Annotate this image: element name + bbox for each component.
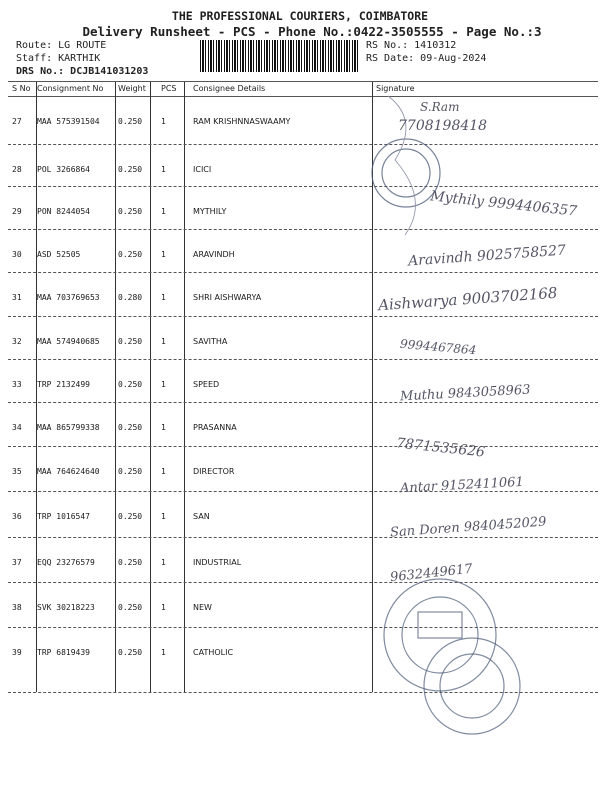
row-weight: 0.250 — [118, 603, 143, 612]
handwritten-signature: Mythily 9994406357 — [429, 188, 578, 220]
row-pcs: 1 — [161, 165, 166, 174]
row-weight: 0.250 — [118, 467, 143, 476]
row-weight: 0.280 — [118, 293, 143, 302]
handwritten-signature: S.Ram — [420, 100, 460, 114]
row-consignment: MAA 574940685 — [37, 337, 100, 346]
row-sno: 33 — [12, 380, 22, 389]
row-consignment: EQQ 23276579 — [37, 558, 95, 567]
row-consignee: INDUSTRIAL — [193, 558, 242, 567]
handwritten-signature: Muthu 9843058963 — [399, 382, 531, 405]
route-label: Route: LG ROUTE — [16, 40, 107, 51]
row-pcs: 1 — [161, 207, 166, 216]
row-consignee: DIRECTOR — [193, 467, 235, 476]
row-sno: 34 — [12, 423, 22, 432]
row-weight: 0.250 — [118, 250, 143, 259]
row-sno: 31 — [12, 293, 22, 302]
row-consignee: MYTHILY — [193, 207, 227, 216]
row-weight: 0.250 — [118, 380, 143, 389]
handwritten-phone: 7871535626 — [395, 435, 486, 461]
col-sno: S No — [12, 84, 31, 93]
row-consignment: SVK 30218223 — [37, 603, 95, 612]
row-consignee: CATHOLIC — [193, 648, 234, 657]
row-pcs: 1 — [161, 380, 166, 389]
row-weight: 0.250 — [118, 207, 143, 216]
row-weight: 0.250 — [118, 165, 143, 174]
row-consignee: ARAVINDH — [193, 250, 235, 259]
row-pcs: 1 — [161, 603, 166, 612]
row-consignment: MAA 703769653 — [37, 293, 100, 302]
staff-label: Staff: KARTHIK — [16, 53, 101, 64]
row-sno: 37 — [12, 558, 22, 567]
row-consignment: ASD 52505 — [37, 250, 81, 259]
row-sno: 30 — [12, 250, 22, 259]
company-name: THE PROFESSIONAL COURIERS, COIMBATORE — [171, 9, 429, 23]
row-consignment: PON 8244054 — [37, 207, 90, 216]
row-consignee: NEW — [193, 603, 212, 612]
row-consignee: SPEED — [193, 380, 220, 389]
icici-stamp-lower — [384, 579, 496, 691]
row-sno: 35 — [12, 467, 22, 476]
row-consignment: TRP 6819439 — [37, 648, 90, 657]
row-consignee: SHRI AISHWARYA — [193, 293, 262, 302]
rs-date: RS Date: 09-Aug-2024 — [366, 53, 487, 64]
drs-number: DRS No.: DCJB141031203 — [16, 66, 149, 77]
row-sno: 28 — [12, 165, 22, 174]
row-consignee: RAM KRISHNNASWAAMY — [193, 117, 291, 126]
row-pcs: 1 — [161, 250, 166, 259]
handwritten-phone: 9994467864 — [399, 336, 477, 358]
row-consignment: POL 3266864 — [37, 165, 90, 174]
row-pcs: 1 — [161, 512, 166, 521]
row-pcs: 1 — [161, 558, 166, 567]
row-weight: 0.250 — [118, 558, 143, 567]
row-pcs: 1 — [161, 117, 166, 126]
handwritten-phone: 7708198418 — [398, 118, 488, 134]
row-consignment: TRP 2132499 — [37, 380, 90, 389]
handwritten-signature: Antar 9152411061 — [399, 474, 525, 497]
row-consignment: MAA 764624640 — [37, 467, 100, 476]
row-pcs: 1 — [161, 293, 166, 302]
row-sno: 29 — [12, 207, 22, 216]
row-pcs: 1 — [161, 467, 166, 476]
row-weight: 0.250 — [118, 648, 143, 657]
row-consignee: PRASANNA — [193, 423, 237, 432]
row-consignment: TRP 1016547 — [37, 512, 90, 521]
row-consignee: ICICI — [193, 165, 212, 174]
row-weight: 0.250 — [118, 512, 143, 521]
row-weight: 0.250 — [118, 337, 143, 346]
row-consignment: MAA 575391504 — [37, 117, 100, 126]
row-weight: 0.250 — [118, 117, 143, 126]
col-pcs: PCS — [161, 84, 177, 93]
handwritten-signature: San Doren 9840452029 — [389, 514, 547, 541]
row-sno: 38 — [12, 603, 22, 612]
handwritten-phone: 9632449617 — [389, 561, 474, 586]
col-signature: Signature — [376, 84, 415, 93]
rs-number: RS No.: 1410312 — [366, 40, 457, 51]
row-pcs: 1 — [161, 337, 166, 346]
runsheet-title: Delivery Runsheet - PCS - Phone No.:0422-3505555 - Page No.:3 — [82, 24, 542, 39]
row-consignee: SAN — [193, 512, 210, 521]
handwritten-signature: Aishwarya 9003702168 — [377, 283, 558, 315]
icici-stamp-bottom — [424, 638, 520, 734]
handwritten-signature: Aravindh 9025758527 — [407, 242, 567, 270]
scribble-line — [388, 96, 415, 235]
row-sno: 27 — [12, 117, 22, 126]
col-consignee: Consignee Details — [193, 84, 266, 93]
row-consignment: MAA 865799338 — [37, 423, 100, 432]
row-pcs: 1 — [161, 648, 166, 657]
col-consignment: Consignment No — [37, 84, 104, 93]
row-pcs: 1 — [161, 423, 166, 432]
col-weight: Weight — [118, 84, 146, 93]
row-sno: 39 — [12, 648, 22, 657]
row-sno: 36 — [12, 512, 22, 521]
row-weight: 0.250 — [118, 423, 143, 432]
row-consignee: SAVITHA — [193, 337, 228, 346]
row-sno: 32 — [12, 337, 22, 346]
